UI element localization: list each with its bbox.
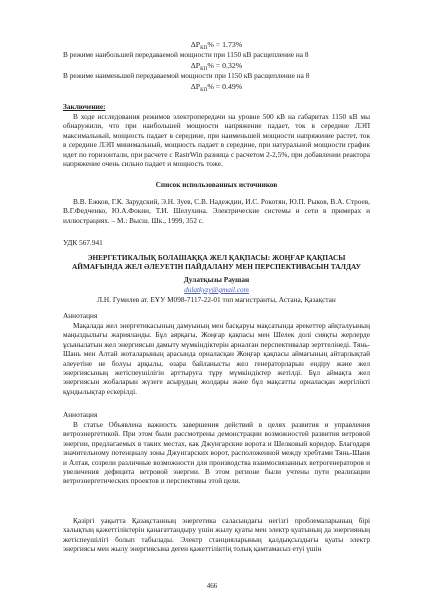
formula-3-symbol: ΔP xyxy=(190,82,201,91)
line-max-power: В режиме наибольшей передаваемой мощности при 1150 кВ расщепление на 8 xyxy=(63,50,309,59)
annotation-ru-text: В статье Объявлена важность завершения действий в целях развития и управления ветроэнергетикой. При этом были рассмотрены демонстрации возможностей развития ветровой энергии, предлагаемых в таких местах, как Джунгарские ворота и Шелковый коридор. Благодаря значительному потенциалу зоны Джунгарских ворот, расположенной между хребтами Тянь-Шаня и Алтая, созрели различные возможности для производства взаимосвязанных ветрогенераторов и увеличения дефицита ветровой энергии. В этом регионе были учтены пути реализации ветроэнергетических проектов и перспективы этой цели. xyxy=(63,420,370,486)
formula-3-value: % = 0.49% xyxy=(207,82,243,91)
line-min-power: В режиме наименьшей передаваемой мощности при 1150 кВ расщепление на 8 xyxy=(63,71,310,80)
formula-2-subscript: КП xyxy=(200,66,208,72)
author-email[interactable] xyxy=(63,285,370,294)
page-number: 466 xyxy=(206,582,218,590)
references-heading: Список использованных источников xyxy=(155,180,278,189)
conclusion-text: В ходе исследования режимов электропередачи на уровне 500 кВ на габаритах 1150 кВ мы обнаружили, что при наибольшей мощности напряжение падает, ток в середине ЛЭП максимальный, мощность падает в середине, при наименьшей мощности напряжение растет, ток в середине ЛЭП минимальный, мощность падает в середине, при натуральной мощности график идет по горизонтали, при расчете с RastrWin разница с расчетом 2-2,5%, при добавлении реактора напряжение очень сильно падает и мощность тоже. xyxy=(63,112,370,169)
annotation-ru-heading: Аннотация xyxy=(63,410,98,419)
article-title: ЭНЕРГЕТИКАЛЫҚ БОЛАШАҚҚА ЖЕЛ ҚАҚПАСЫ: ЖОҢҒАР ҚАҚПАСЫ АЙМАҒЫНДА ЖЕЛ ӘЛЕУЕТІН ПАЙДАЛАНУ МЕН ПЕРСПЕКТИВАСЫН ТАЛДАУ xyxy=(72,253,361,272)
annotation-kz-heading: Аннотация xyxy=(63,311,98,320)
formula-3 xyxy=(63,82,370,95)
email-link[interactable]: dulatkyzy@gmail.com xyxy=(184,285,249,294)
formula-3-subscript: КП xyxy=(200,87,208,93)
body-text: Қазіргі уақытта Қазақстанның энергетика саласындағы негізгі проблемаларының бірі халықтың қажеттіліктерін қанағаттандыру үшін жылу қуаты мен электр қуатының да энергияның жетіспеушілігі болып табылады. Электр станцияларының қалдықсыздығы қуаты электр энергиясы мен жылу энергиясына деген қажеттіліктің толық қамтамасыз етуі үшін xyxy=(63,516,370,554)
author-name: Дулатқызы Раушан xyxy=(183,275,250,284)
formula-2-value: % = 0.32% xyxy=(207,61,243,70)
formula-1-subscript: КП xyxy=(200,45,208,51)
formula-1-value: % = 1.73% xyxy=(207,40,243,49)
conclusion-heading: Заключение: xyxy=(63,102,106,111)
formula-1-symbol: ΔP xyxy=(190,40,201,49)
reference-item: В.В. Ежков, Г.К. Зарудский, Э.Н. Зуев, С.В. Надеждин, И.С. Рокотян, Ю.П. Рыков, В.А. Строев, В.Г.Федченко, Ю.А.Фокин, Т.И. Шелухина. Электрические системы и сети в примерах и иллюстрациях. – М.: Высш. Шк., 1999, 352 с. xyxy=(63,197,370,225)
formula-2-symbol: ΔP xyxy=(190,61,201,70)
author-affiliation: Л.Н. Гумилев ат. ЕҰУ М098-7117-22-01 топ магистранты, Астана, Қазақстан xyxy=(97,295,336,304)
udk-code: УДК 567.941 xyxy=(63,238,103,247)
annotation-kz-text: Мақалада жел энергетикасының дамуының мен басқаруы мақсатында әрекеттер айқталуының маңыздылығы жарияланды. Бұл аярқағы, Жоңғар қақпасы мен Шелек долі сияқты жерлерде ұсынылатын жел энергиясын дамыту мүмкіндіктерін арналған перспективалар зерттелінеді. Тянь-Шань мен Алтай жоталарының арасында орналасқан Жоңғар қақпасы аймағының айтарлықтай әлеуетіне не болуы арқылы, өзара байланысты жел генераторларын ендіру және жел энергиясының жетіспеушілігін арттыруға тұру мүмкіндіктер жетілді. Бұл аймақта жел энергиясын жобаларын жүзеге асырудың жолдары және бұл мақсатты орналасқан жергілікті құндылықтар ескерілді. xyxy=(63,321,370,396)
